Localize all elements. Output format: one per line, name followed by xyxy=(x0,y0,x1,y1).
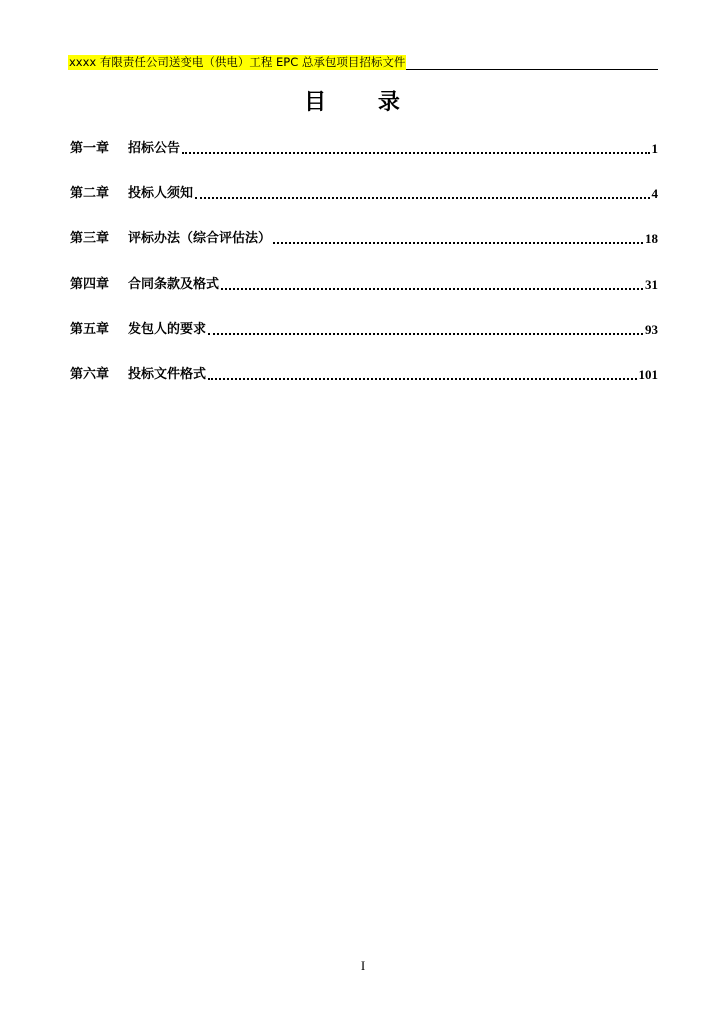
toc-dot-leader xyxy=(208,333,643,335)
toc-entry[interactable] xyxy=(70,362,658,384)
toc-chapter-number: 第三章 xyxy=(70,231,110,247)
toc-chapter-title: 招标公告 xyxy=(128,141,181,156)
toc-entry[interactable] xyxy=(70,317,658,339)
toc-entry[interactable] xyxy=(70,272,658,294)
toc-page-number: 1 xyxy=(651,141,658,156)
toc-page-number: 101 xyxy=(638,366,658,382)
toc-chapter-title: 发包人的要求 xyxy=(128,321,207,337)
toc-page-number: 93 xyxy=(645,321,658,337)
toc-chapter-number: 第五章 xyxy=(70,321,110,337)
toc-page-number: 31 xyxy=(645,276,658,292)
toc-chapter-number: 第六章 xyxy=(70,366,110,382)
toc-dot-leader xyxy=(273,242,643,244)
toc-dot-leader xyxy=(195,197,649,199)
toc-entry[interactable] xyxy=(70,136,658,158)
toc-dot-leader xyxy=(182,152,649,154)
toc-chapter-number: 第一章 xyxy=(70,141,110,156)
toc-chapter-title: 投标文件格式 xyxy=(128,366,207,382)
page-header xyxy=(68,51,658,70)
toc-entry[interactable] xyxy=(70,226,658,248)
toc-entry[interactable] xyxy=(70,181,658,203)
toc-chapter-number: 第四章 xyxy=(70,276,110,292)
header-title: xxxx 有限责任公司送变电（供电）工程 EPC 总承包项目招标文件 xyxy=(69,55,406,69)
toc-chapter-title: 评标办法（综合评估法） xyxy=(128,231,272,247)
toc-chapter-title: 投标人须知 xyxy=(128,186,194,202)
toc-chapter-title: 合同条款及格式 xyxy=(128,276,220,292)
table-of-contents xyxy=(70,136,658,407)
toc-page-number: 4 xyxy=(651,186,658,202)
toc-dot-leader xyxy=(208,378,636,380)
toc-chapter-number: 第二章 xyxy=(70,186,110,202)
toc-dot-leader xyxy=(221,288,643,290)
page-footer-number: I xyxy=(360,958,366,973)
toc-page-number: 18 xyxy=(645,231,658,247)
toc-title: 目 录 xyxy=(304,89,422,115)
